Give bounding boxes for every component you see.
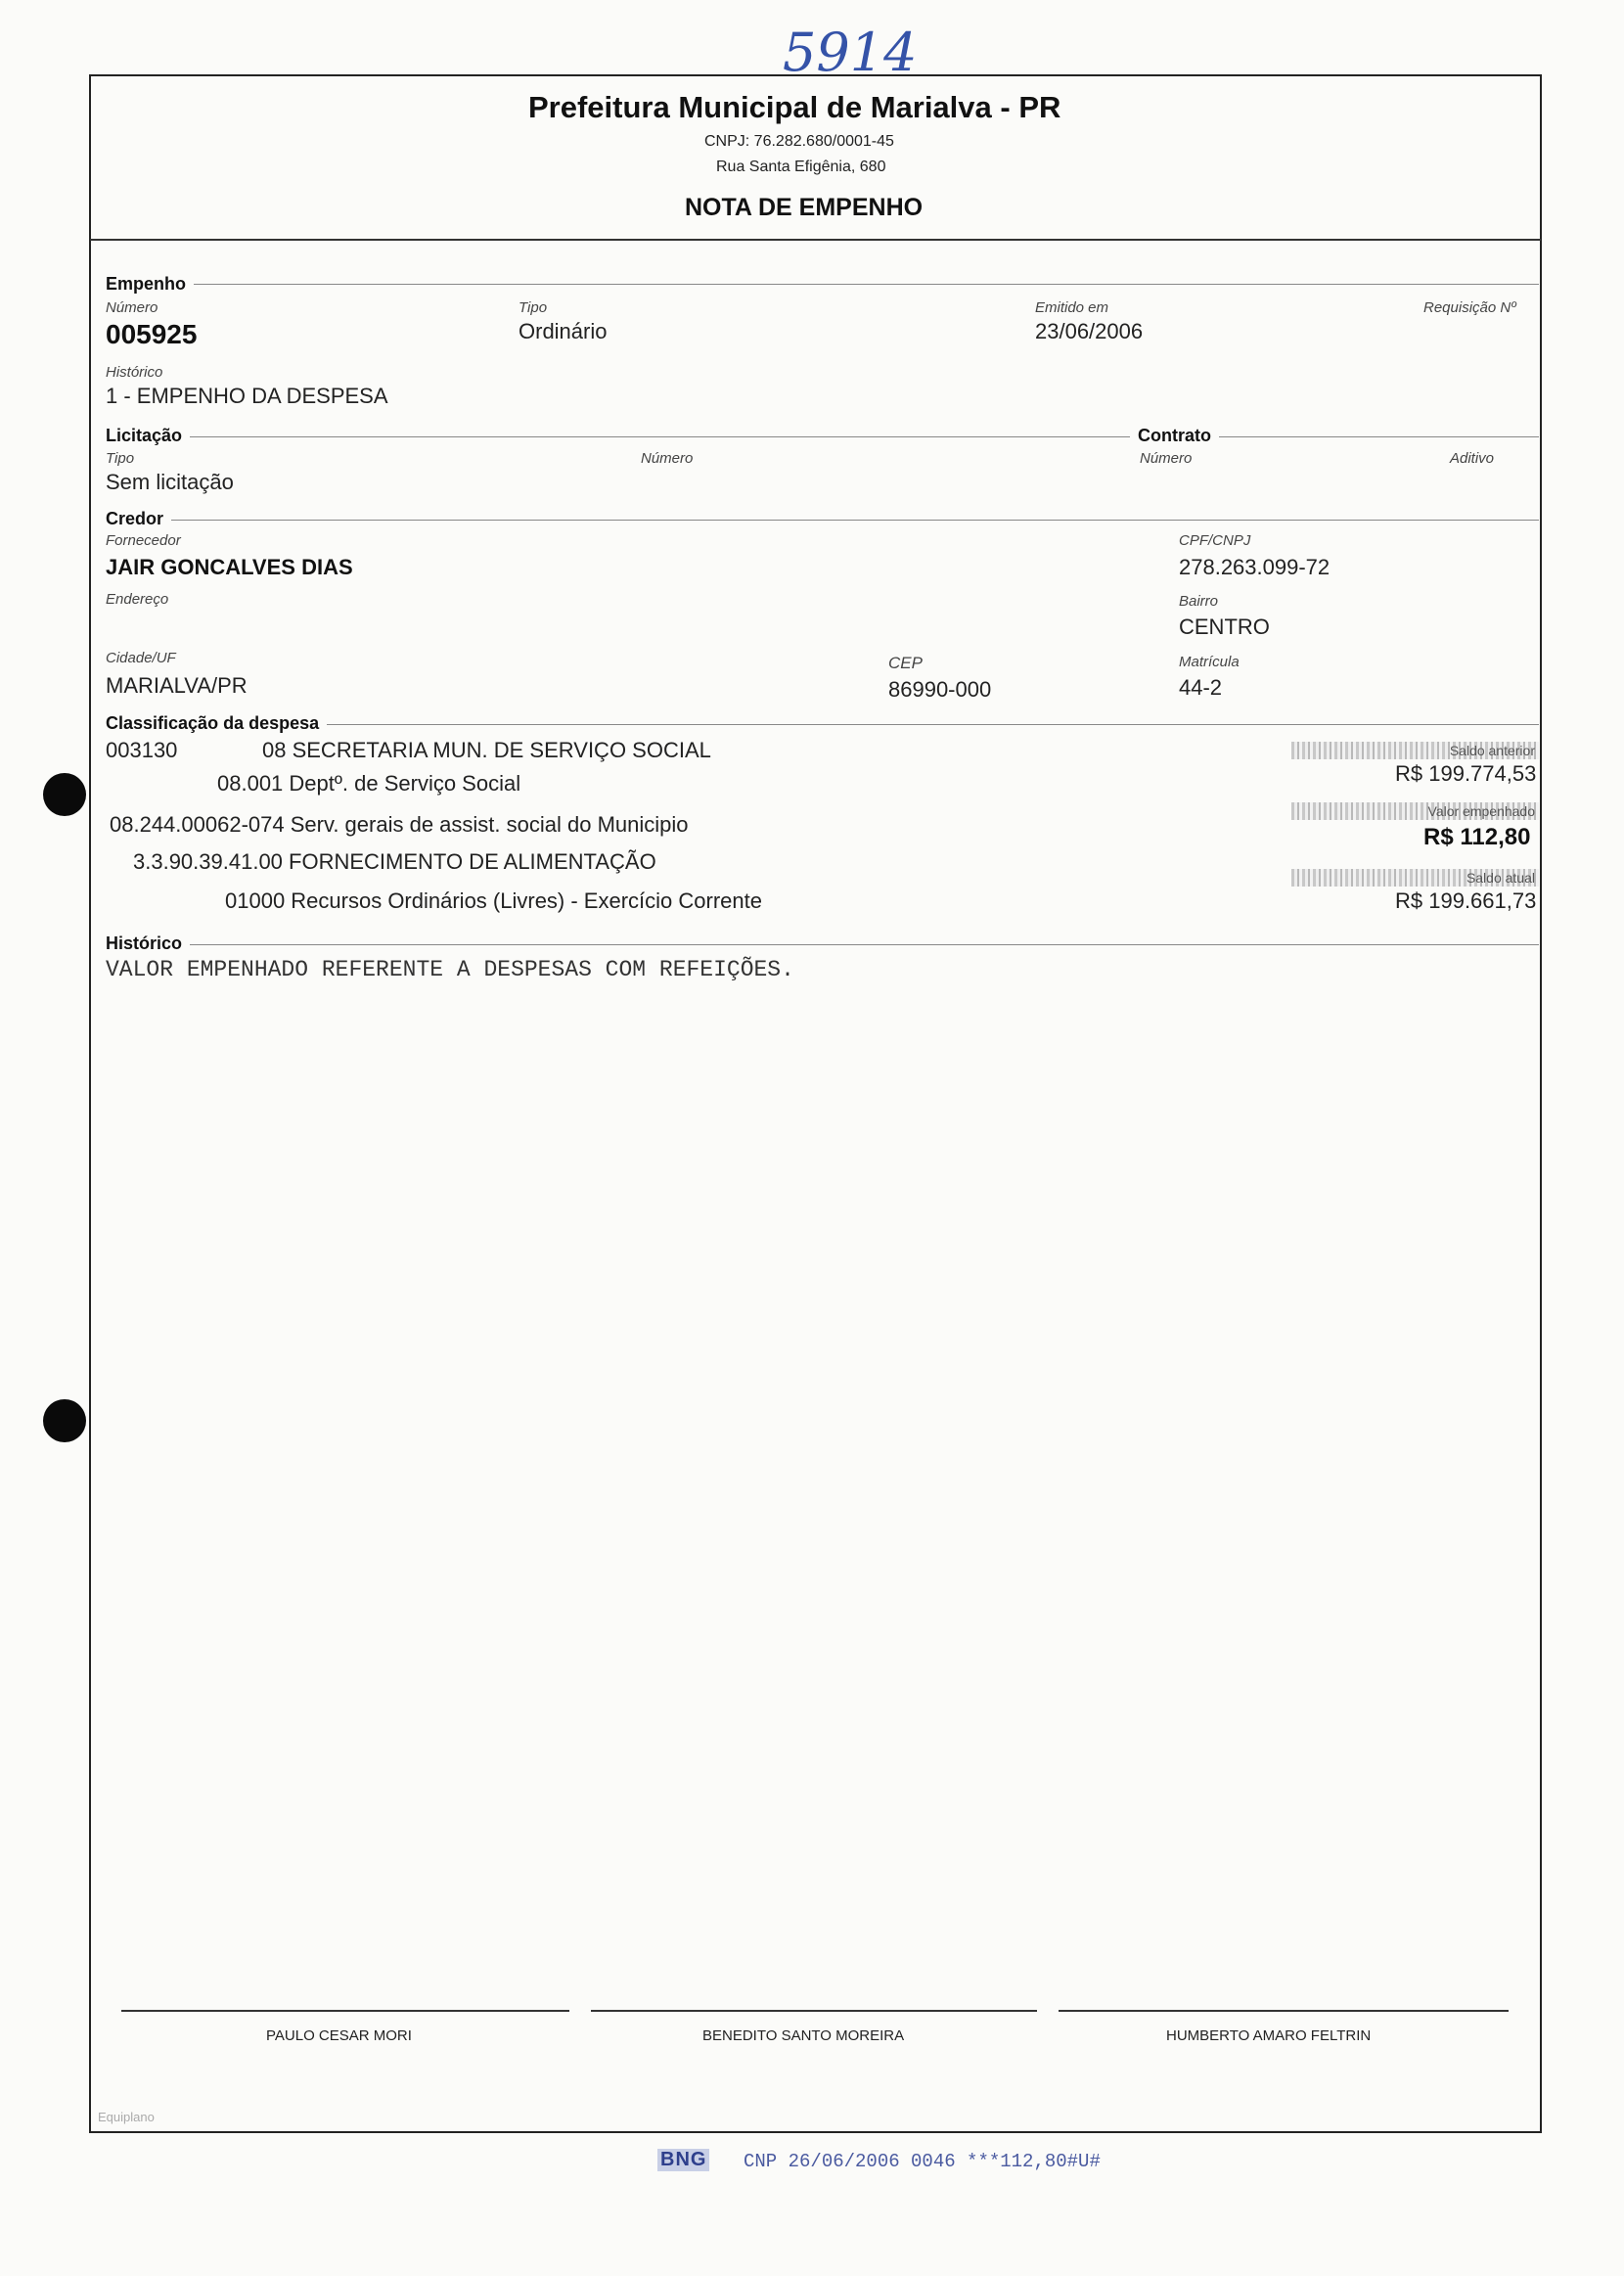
classificacao-recurso: 01000 Recursos Ordinários (Livres) - Exercício Corrente (225, 888, 762, 913)
licitacao-tipo-label: Tipo (106, 450, 135, 467)
credor-rule (106, 520, 1539, 521)
cpf-value: 278.263.099-72 (1179, 555, 1331, 579)
signature-line-3 (1059, 2010, 1509, 2012)
licitacao-tipo-value: Sem licitação (106, 470, 234, 494)
historico-short-label: Histórico (106, 364, 163, 381)
empenho-number: 005925 (106, 319, 198, 349)
licitacao-numero-label: Número (641, 450, 694, 467)
signature-name-1: PAULO CESAR MORI (266, 2027, 412, 2044)
tipo-value: Ordinário (519, 319, 608, 343)
signature-name-3: HUMBERTO AMARO FELTRIN (1166, 2027, 1372, 2044)
matricula-value: 44-2 (1179, 675, 1223, 700)
punch-hole-bottom (43, 1399, 86, 1442)
classificacao-elemento: 3.3.90.39.41.00 FORNECIMENTO DE ALIMENTAÇÃO (133, 849, 656, 874)
fornecedor-value: JAIR GONCALVES DIAS (106, 555, 353, 579)
empenho-rule (106, 284, 1539, 285)
emitido-label: Emitido em (1035, 299, 1109, 316)
bairro-label: Bairro (1179, 593, 1219, 610)
valor-empenhado-value: R$ 112,80 (1423, 824, 1531, 850)
contrato-aditivo-label: Aditivo (1450, 450, 1495, 467)
historico-text: VALOR EMPENHADO REFERENTE A DESPESAS COM REFEIÇÕES. (106, 957, 794, 982)
saldo-anterior-value: R$ 199.774,53 (1395, 761, 1537, 786)
signature-line-1 (121, 2010, 569, 2012)
classificacao-section-label: Classificação da despesa (106, 713, 327, 734)
fornecedor-label: Fornecedor (106, 532, 181, 549)
signature-name-2: BENEDITO SANTO MOREIRA (702, 2027, 905, 2044)
saldo-atual-value: R$ 199.661,73 (1395, 888, 1537, 913)
historico-short-value: 1 - EMPENHO DA DESPESA (106, 384, 388, 408)
signature-line-2 (591, 2010, 1037, 2012)
bairro-value: CENTRO (1179, 615, 1270, 639)
page-title: Prefeitura Municipal de Marialva - PR (528, 90, 1061, 124)
historico-section-label: Histórico (106, 933, 190, 954)
handwritten-page-number: 5914 (783, 22, 918, 83)
cpf-label: CPF/CNPJ (1179, 532, 1251, 549)
punch-hole-top (43, 773, 86, 816)
credor-section-label: Credor (106, 509, 171, 529)
numero-label: Número (106, 299, 158, 316)
licitacao-section-label: Licitação (106, 426, 190, 446)
historico-rule (106, 944, 1539, 945)
cep-value: 86990-000 (888, 677, 992, 702)
classificacao-programa: 08.244.00062-074 Serv. gerais de assist. social do Municipio (110, 812, 689, 837)
contrato-numero-label: Número (1140, 450, 1193, 467)
empenho-section-label: Empenho (106, 274, 194, 295)
header-divider (90, 239, 1541, 241)
bank-stamp-logo: BNG (657, 2149, 709, 2171)
bank-stamp-text: CNP 26/06/2006 0046 ***112,80#U# (744, 2151, 1101, 2172)
address-text: Rua Santa Efigênia, 680 (716, 159, 886, 175)
matricula-label: Matrícula (1179, 654, 1240, 670)
emitido-value: 23/06/2006 (1035, 319, 1144, 343)
software-credit: Equiplano (98, 2110, 155, 2124)
cidade-value: MARIALVA/PR (106, 673, 248, 698)
document-title: NOTA DE EMPENHO (685, 194, 924, 221)
classificacao-departamento: 08.001 Deptº. de Serviço Social (217, 771, 521, 796)
cidade-label: Cidade/UF (106, 650, 176, 666)
endereco-label: Endereço (106, 591, 169, 608)
saldo-anterior-label: Saldo anterior (1291, 742, 1539, 759)
classificacao-code: 003130 (106, 738, 178, 762)
cnpj-text: CNPJ: 76.282.680/0001-45 (704, 133, 894, 150)
valor-empenhado-label: Valor empenhado (1291, 802, 1539, 820)
tipo-label: Tipo (519, 299, 548, 316)
saldo-atual-label: Saldo atual (1291, 869, 1539, 887)
cep-label: CEP (888, 654, 923, 672)
contrato-section-label: Contrato (1130, 426, 1219, 446)
licitacao-rule (106, 436, 1539, 437)
classificacao-secretaria: 08 SECRETARIA MUN. DE SERVIÇO SOCIAL (262, 738, 711, 762)
requisicao-label: Requisição Nº (1423, 299, 1516, 316)
